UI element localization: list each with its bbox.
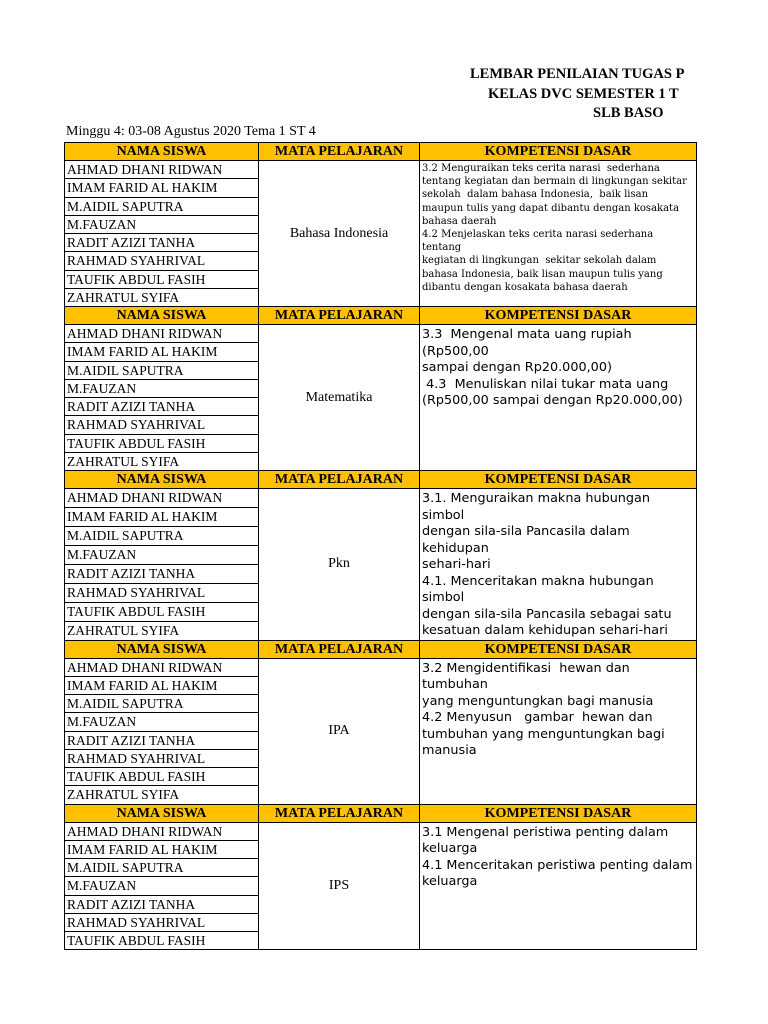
sheet-title-line-2: KELAS DVC SEMESTER 1 T: [488, 86, 679, 102]
header-subject-cell: MATA PELAJARAN: [259, 307, 420, 325]
competency-line: yang menguntungkan bagi manusia: [422, 693, 654, 709]
student-name-cell: IMAM FARID AL HAKIM: [65, 343, 259, 361]
section-header-row: [65, 143, 697, 161]
student-name-cell: M.AIDIL SAPUTRA: [65, 361, 259, 379]
student-name-cell: M.AIDIL SAPUTRA: [65, 859, 259, 877]
student-name-cell: RADIT AZIZI TANHA: [65, 398, 259, 416]
competency-line: keluarga: [422, 874, 478, 889]
student-name-cell: M.AIDIL SAPUTRA: [65, 695, 259, 713]
student-name-cell: M.FAUZAN: [65, 877, 259, 895]
student-name-cell: AHMAD DHANI RIDWAN: [65, 325, 259, 343]
student-name-cell: M.AIDIL SAPUTRA: [65, 526, 259, 545]
competency-line: bahasa daerah: [422, 215, 497, 227]
competency-line: dengan sila-sila Pancasila dalam kehidupan: [422, 524, 634, 556]
competency-line: 4.1 Menceritakan peristiwa penting dalam: [422, 857, 693, 873]
header-competency-cell: KOMPETENSI DASAR: [420, 804, 697, 822]
student-name-cell: M.FAUZAN: [65, 545, 259, 564]
student-name-cell: ZAHRATUL SYIFA: [65, 288, 259, 306]
header-competency-cell: KOMPETENSI DASAR: [420, 307, 697, 325]
competency-line: keluarga: [422, 841, 478, 856]
header-name-cell: NAMA SISWA: [65, 143, 259, 161]
subject-cell: Matematika: [259, 325, 420, 471]
competency-line: sekolah dalam bahasa Indonesia, baik lisan: [422, 189, 649, 201]
competency-line: 4.2 Menjelaskan teks cerita narasi sederhana tentang: [422, 229, 657, 254]
competency-line: 4.1. Menceritakan makna hubungan simbol: [422, 573, 658, 605]
week-info: Minggu 4: 03-08 Agustus 2020 Tema 1 ST 4: [66, 124, 316, 139]
section-header-row: [65, 307, 697, 325]
subject-cell: IPS: [259, 822, 420, 950]
competency-line: sehari-hari: [422, 557, 491, 572]
competency-cell: [420, 325, 697, 471]
competency-cell: [420, 822, 697, 950]
student-name-cell: RAHMAD SYAHRIVAL: [65, 749, 259, 767]
student-name-cell: RADIT AZIZI TANHA: [65, 234, 259, 252]
competency-line: 3.2 Mengidentifikasi hewan dan tumbuhan: [422, 660, 634, 692]
competency-line: dibantu dengan kosakata bahasa daerah: [422, 281, 628, 293]
competency-cell: [420, 658, 697, 804]
student-name-cell: RADIT AZIZI TANHA: [65, 564, 259, 583]
student-name-cell: AHMAD DHANI RIDWAN: [65, 658, 259, 676]
student-name-cell: RAHMAD SYAHRIVAL: [65, 252, 259, 270]
competency-line: kesatuan dalam kehidupan sehari-hari: [422, 623, 668, 638]
table-row: [65, 161, 697, 179]
competency-line: 3.2 Menguraikan teks cerita narasi sederhana: [422, 163, 660, 174]
student-name-cell: RAHMAD SYAHRIVAL: [65, 913, 259, 931]
header-subject-cell: MATA PELAJARAN: [259, 471, 420, 489]
assessment-table: [64, 142, 697, 950]
table-row: [65, 658, 697, 676]
competency-line: tentang kegiatan dan bermain di lingkungan sekitar: [422, 176, 687, 188]
competency-line: kegiatan di lingkungan sekitar sekolah dalam: [422, 255, 657, 267]
competency-line: 4.2 Menyusun gambar hewan dan: [422, 710, 653, 725]
section-header-row: [65, 471, 697, 489]
table-row: [65, 325, 697, 343]
student-name-cell: TAUFIK ABDUL FASIH: [65, 270, 259, 288]
student-name-cell: RADIT AZIZI TANHA: [65, 731, 259, 749]
student-name-cell: ZAHRATUL SYIFA: [65, 786, 259, 804]
header-competency-cell: KOMPETENSI DASAR: [420, 640, 697, 658]
subject-cell: Bahasa Indonesia: [259, 161, 420, 307]
competency-line: 3.1. Menguraikan makna hubungan simbol: [422, 491, 655, 523]
student-name-cell: M.FAUZAN: [65, 215, 259, 233]
student-name-cell: TAUFIK ABDUL FASIH: [65, 434, 259, 452]
student-name-cell: TAUFIK ABDUL FASIH: [65, 932, 259, 950]
student-name-cell: TAUFIK ABDUL FASIH: [65, 768, 259, 786]
student-name-cell: ZAHRATUL SYIFA: [65, 452, 259, 470]
header-subject-cell: MATA PELAJARAN: [259, 804, 420, 822]
student-name-cell: IMAM FARID AL HAKIM: [65, 179, 259, 197]
competency-line: 3.3 Mengenal mata uang rupiah (Rp500,00: [422, 327, 636, 359]
section-header-row: [65, 804, 697, 822]
competency-line: (Rp500,00 sampai dengan Rp20.000,00): [422, 393, 683, 408]
sheet-title-line-1: LEMBAR PENILAIAN TUGAS P: [470, 66, 685, 82]
competency-line: sampai dengan Rp20.000,00): [422, 360, 612, 375]
student-name-cell: IMAM FARID AL HAKIM: [65, 676, 259, 694]
competency-cell: [420, 161, 697, 307]
competency-line: 4.3 Menuliskan nilai tukar mata uang: [422, 376, 669, 392]
header-subject-cell: MATA PELAJARAN: [259, 143, 420, 161]
table-row: [65, 489, 697, 508]
header-name-cell: NAMA SISWA: [65, 640, 259, 658]
student-name-cell: M.AIDIL SAPUTRA: [65, 197, 259, 215]
table-row: [65, 822, 697, 840]
student-name-cell: M.FAUZAN: [65, 713, 259, 731]
student-name-cell: TAUFIK ABDUL FASIH: [65, 602, 259, 621]
competency-line: bahasa Indonesia, baik lisan maupun tulis yang: [422, 268, 663, 280]
header-competency-cell: KOMPETENSI DASAR: [420, 471, 697, 489]
student-name-cell: M.FAUZAN: [65, 379, 259, 397]
competency-cell: [420, 489, 697, 641]
subject-cell: IPA: [259, 658, 420, 804]
sheet-title-line-3: SLB BASO: [593, 105, 664, 121]
student-name-cell: RAHMAD SYAHRIVAL: [65, 416, 259, 434]
competency-line: manusia: [422, 743, 477, 758]
header-name-cell: NAMA SISWA: [65, 307, 259, 325]
student-name-cell: IMAM FARID AL HAKIM: [65, 840, 259, 858]
student-name-cell: RAHMAD SYAHRIVAL: [65, 583, 259, 602]
competency-line: 3.1 Mengenal peristiwa penting dalam: [422, 824, 669, 840]
student-name-cell: AHMAD DHANI RIDWAN: [65, 489, 259, 508]
student-name-cell: AHMAD DHANI RIDWAN: [65, 161, 259, 179]
header-competency-cell: KOMPETENSI DASAR: [420, 143, 697, 161]
competency-line: dengan sila-sila Pancasila sebagai satu: [422, 606, 672, 622]
competency-line: tumbuhan yang menguntungkan bagi: [422, 726, 665, 742]
header-name-cell: NAMA SISWA: [65, 804, 259, 822]
student-name-cell: IMAM FARID AL HAKIM: [65, 507, 259, 526]
student-name-cell: RADIT AZIZI TANHA: [65, 895, 259, 913]
student-name-cell: ZAHRATUL SYIFA: [65, 621, 259, 640]
header-subject-cell: MATA PELAJARAN: [259, 640, 420, 658]
subject-cell: Pkn: [259, 489, 420, 641]
header-name-cell: NAMA SISWA: [65, 471, 259, 489]
section-header-row: [65, 640, 697, 658]
student-name-cell: AHMAD DHANI RIDWAN: [65, 822, 259, 840]
competency-line: maupun tulis yang dapat dibantu dengan kosakata: [422, 202, 680, 214]
